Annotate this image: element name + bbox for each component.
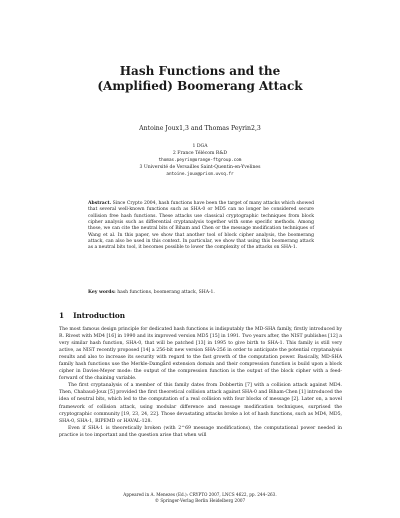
keywords-label: Key words: bbox=[88, 290, 116, 295]
footer-line-2: © Springer-Verlag Berlin Heidelberg 2007 bbox=[154, 498, 246, 503]
email-joux: antoine.joux@prism.uvsq.fr bbox=[166, 172, 234, 178]
affiliations bbox=[60, 143, 340, 178]
title-line-2: (Amplified) Boomerang Attack bbox=[97, 78, 303, 93]
abstract-text: Since Crypto 2004, hash functions have been the target of many attacks which showed that several well-known functions such as SHA-0 or MD5 can no longer be considered secure collision free hash functions. These attacks use classical cryptographic techniques from block cipher analysis such as differential cryptanalysis together with some specific methods. Among those, we can cite the neutral bits of Biham and Chen or the message modification techniques of Wang et al. In this paper, we show that another tool of block cipher analysis, the boomerang attack, can also be used in this context. In particular, we show that using this boomerang attack as a neutral bits tool, it becomes possible to lower the complexity of the attacks on SHA-1. bbox=[88, 201, 314, 251]
section-title: Introduction bbox=[73, 311, 126, 320]
author-list: Antoine Joux1,3 and Thomas Peyrin2,3 bbox=[139, 125, 261, 132]
paper-title bbox=[60, 64, 340, 93]
keywords-text: hash functions, boomerang attack, SHA-1. bbox=[117, 290, 215, 295]
paragraph-3: Even if SHA-1 is theoretically broken (with 2^69 message modifications), the computational power needed in practice is too important and the question arise that when will bbox=[59, 425, 342, 438]
affiliation-2: 2 France Télécom R&D bbox=[172, 151, 228, 157]
title-line-1: Hash Functions and the bbox=[119, 64, 281, 78]
abstract bbox=[88, 201, 314, 252]
section-heading bbox=[59, 311, 125, 320]
paragraph-1: The most famous design principle for dedicated hash functions is indisputably the MD-SHA family, firstly introduced by R. Rivest with MD4 [16] in 1990 and its improved version MD5 [15] in 1991. Two years after, the NIST publishes [12] a very similar hash function, SHA-0, that will be patched [13] in 1995 to give birth to SHA-1. This family is still very active, as NIST recently proposed [14] a 256-bit new version SHA-256 in order to anticipate the potential cryptanalysis results and also to increase its security with regard to the fast growth of the computation power. Basically, MD-SHA family hash functions use the Merkle-Damgård extension domain and their compression function is build upon a block cipher in Davies-Meyer mode: the output of the compression function is the output of the block cipher with a feed-forward of the chaining variable. bbox=[59, 327, 342, 382]
body-text bbox=[59, 326, 342, 439]
section-number: 1 bbox=[59, 311, 65, 320]
email-peyrin: thomas.peyrin@orange-ftgroup.com bbox=[158, 158, 242, 164]
keywords bbox=[88, 290, 314, 296]
affiliation-1: 1 DGA bbox=[192, 144, 208, 149]
affiliation-3: 3 Université de Versailles Saint-Quentin-en-Yvelines bbox=[139, 165, 261, 171]
page-footer bbox=[60, 492, 340, 504]
abstract-label: Abstract. bbox=[88, 201, 112, 206]
paragraph-2: The first cryptanalysis of a member of this family dates from Dobbertin [7] with a collision attack against MD4. Then, Chabaud-Joux [5] provided the first theoretical collision attack against SHA-0 and Biham-Chen [1] introduced the idea of neutral bits, which led to the computation of a real collision with four blocks of message [2]. Later on, a novel framework of collision attack, using modular difference and message modification techniques, surprised the cryptographic community [19, 23, 24, 22]. Those devastating attacks broke a lot of hash functions, such as MD4, MD5, SHA-0, SHA-1, RIPEMD or HAVAL-128. bbox=[59, 383, 342, 424]
footer-line-1: Appeared in A. Menezes (Ed.): CRYPTO 2007, LNCS 4622, pp. 244–263. bbox=[123, 492, 277, 497]
